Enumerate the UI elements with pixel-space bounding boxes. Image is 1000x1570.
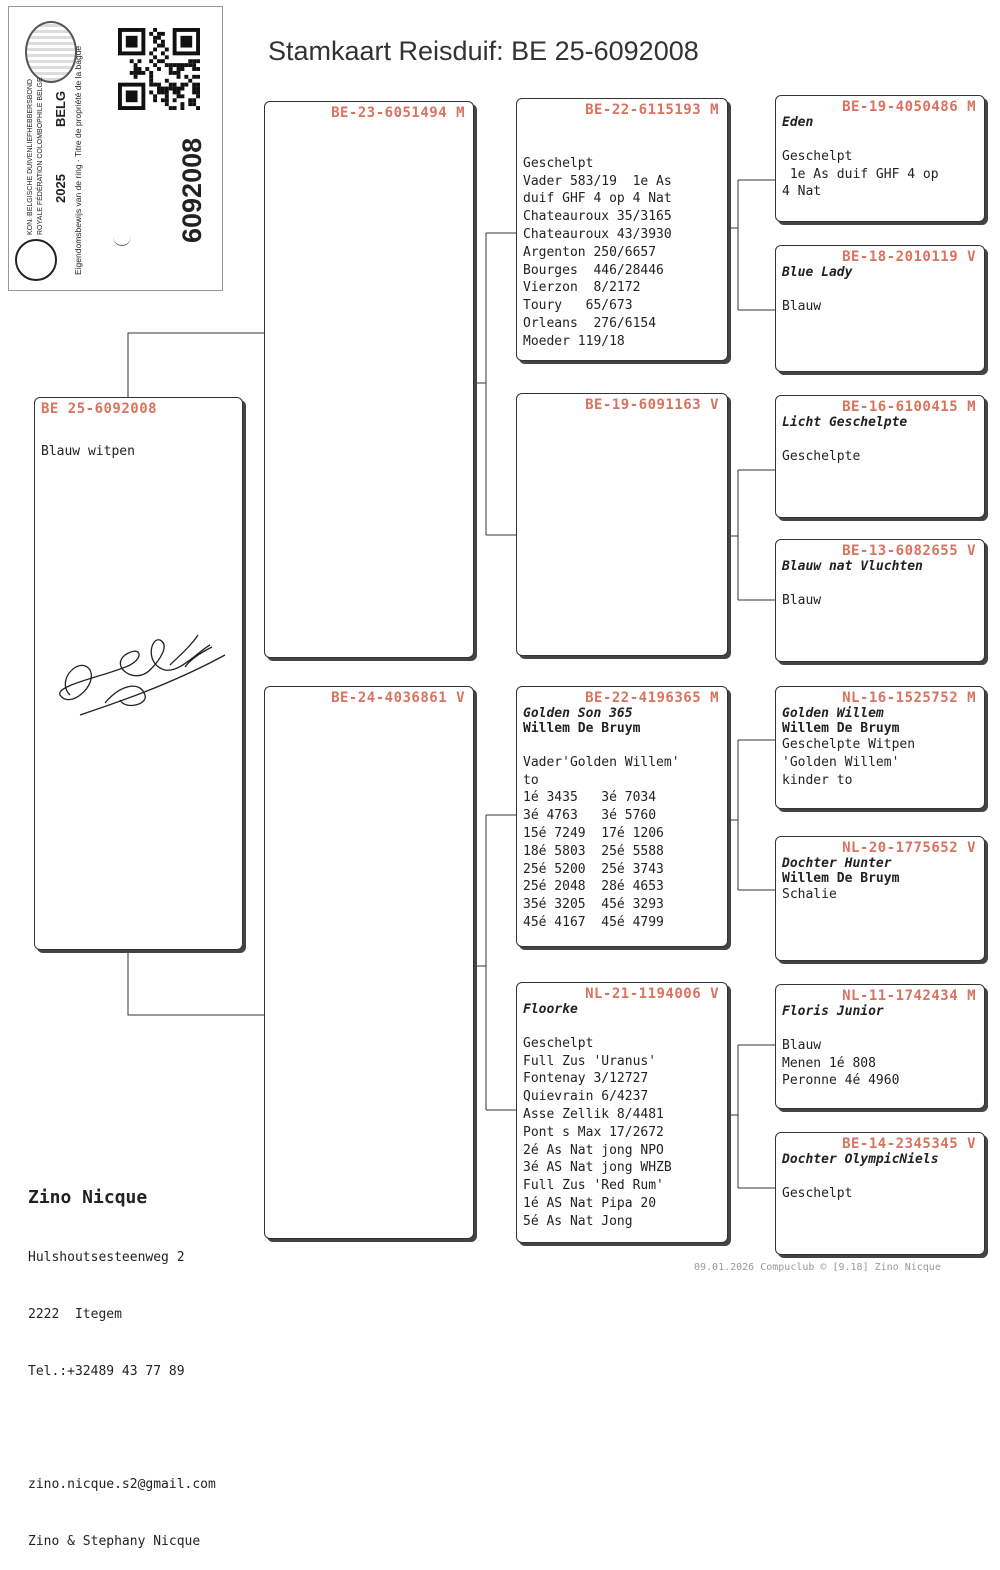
ring-card-year: 2025	[53, 174, 68, 203]
ring-number: BE-16-6100415 M	[842, 399, 976, 415]
pigeon-name: Dochter Hunter	[782, 856, 892, 871]
ring-card-org-fr: ROYALE FÉDÉRATION COLOMBOPHILE BELGE	[37, 77, 44, 235]
pigeon-name: Blauw nat Vluchten	[782, 559, 923, 574]
owner-street: Hulshoutsesteenweg 2	[28, 1250, 185, 1265]
ring-number: NL-11-1742434 M	[842, 988, 976, 1004]
pigeon-info: Geschelpt Full Zus 'Uranus' Fontenay 3/12727 Quievrain 6/4237 Asse Zellik 8/4481 Pont s Max 17/2672 2é As Nat jong NPO 3é AS Nat jong WHZB Full Zus 'Red Rum' 1é AS Nat Pipa 20 5é As Nat Jong	[523, 1035, 672, 1229]
pedigree-card-ggp-5	[775, 686, 985, 809]
pedigree-card-sire	[264, 101, 474, 658]
ring-card-country: BELG	[53, 90, 68, 127]
ring-card-number: 6092008	[177, 137, 207, 243]
ring-number: BE-18-2010119 V	[842, 249, 976, 265]
ring-card-org-nl: KON. BELGISCHE DUIVENLIEFHEBBERSBOND	[27, 79, 34, 235]
pigeon-info: Blauw Menen 1é 808 Peronne 4é 4960	[782, 1037, 900, 1089]
breeder-name: Willem De Bruym	[782, 721, 900, 736]
globe-logo	[25, 21, 77, 83]
ring-number: BE-22-6115193 M	[585, 102, 719, 118]
ring-card-ownership-text: Eigendomsbewijs van de ring · Titre de propriété de la bague	[73, 45, 83, 275]
footer-print-info: 09.01.2026 Compuclub © [9.18] Zino Nicque	[694, 1262, 941, 1273]
ring-number: BE-24-4036861 V	[331, 690, 465, 706]
pedigree-card-ggp-8	[775, 1132, 985, 1255]
owner-email: zino.nicque.s2@gmail.com	[28, 1477, 216, 1492]
page-title: Stamkaart Reisduif: BE 25-6092008	[268, 36, 699, 66]
pigeon-info: Geschelpt Vader 583/19 1e As duif GHF 4 op 4 Nat Chateauroux 35/3165 Chateauroux 43/3930 Argenton 250/6657 Bourges 446/28446 Vierzon 8/2172 Toury 65/673 Orleans 276/6154 Moeder 119/18	[523, 155, 672, 349]
pigeon-info: Vader'Golden Willem' to 1é 3435 3é 7034 3é 4763 3é 5760 15é 7249 17é 1206 18é 5803 25é 5588 25é 5200 25é 3743 25é 2048 28é 4653 35é 3205 45é 3293 45é 4167 45é 4799	[523, 754, 680, 930]
pedigree-card-grandsire-paternal	[516, 98, 728, 361]
ring-number: BE-22-4196365 M	[585, 690, 719, 706]
ring-number: NL-16-1525752 M	[842, 690, 976, 706]
pigeon-info: Blauw witpen	[41, 444, 135, 459]
ring-number: BE-13-6082655 V	[842, 543, 976, 559]
qr-code	[118, 28, 200, 110]
pedigree-card-grandsire-maternal	[516, 686, 728, 947]
pedigree-card-ggp-6	[775, 836, 985, 961]
pigeon-name: Floris Junior	[782, 1004, 884, 1019]
pigeon-name: Licht Geschelpte	[782, 415, 908, 430]
owner-name: Zino Nicque	[28, 1187, 148, 1208]
pedigree-card-dam	[264, 686, 474, 1239]
owner-phone: Tel.:+32489 43 77 89	[28, 1364, 185, 1379]
owner-names: Zino & Stephany Nicque	[28, 1534, 201, 1549]
pigeon-info: Blauw	[782, 592, 822, 608]
pigeon-name: Golden Son 365	[523, 706, 633, 721]
punch-hole	[113, 227, 131, 246]
ring-number: BE-14-2345345 V	[842, 1136, 976, 1152]
ring-number: BE-23-6051494 M	[331, 105, 465, 121]
pigeon-info: Schalie	[782, 887, 837, 902]
pigeon-info: Geschelpt	[782, 1185, 853, 1201]
ring-number: BE 25-6092008	[41, 401, 158, 417]
owner-city: 2222 Itegem	[28, 1307, 122, 1322]
breeder-name: Willem De Bruym	[782, 871, 900, 886]
breeder-name: Willem De Bruym	[523, 721, 641, 736]
pigeon-info: Geschelpte Witpen 'Golden Willem' kinder to	[782, 737, 916, 788]
ring-number: BE-19-6091163 V	[585, 397, 719, 413]
pedigree-card-granddam-paternal	[516, 393, 728, 656]
pedigree-card-ggp-3	[775, 395, 985, 518]
owner-contact	[28, 1148, 216, 1570]
pigeon-name: Golden Willem	[782, 706, 884, 721]
pedigree-card-ggp-7	[775, 984, 985, 1109]
pigeon-info: Blauw	[782, 298, 822, 314]
pedigree-card-granddam-maternal	[516, 982, 728, 1243]
pigeon-name: Dochter OlympicNiels	[782, 1152, 939, 1167]
pigeon-name: Blue Lady	[782, 265, 853, 280]
pigeon-info: Geschelpte	[782, 448, 861, 464]
pigeon-info: Geschelpt 1e As duif GHF 4 op 4 Nat	[782, 148, 939, 200]
ring-number: NL-20-1775652 V	[842, 840, 976, 856]
pedigree-card-ggp-4	[775, 539, 985, 662]
federation-logo	[15, 239, 57, 281]
pedigree-card-ggp-1	[775, 95, 985, 222]
pedigree-card-ggp-2	[775, 245, 985, 372]
ring-number: NL-21-1194006 V	[585, 986, 719, 1002]
signature	[50, 625, 230, 720]
pigeon-name: Eden	[782, 115, 814, 130]
ring-number: BE-19-4050486 M	[842, 99, 976, 115]
pigeon-name: Floorke	[523, 1002, 578, 1017]
